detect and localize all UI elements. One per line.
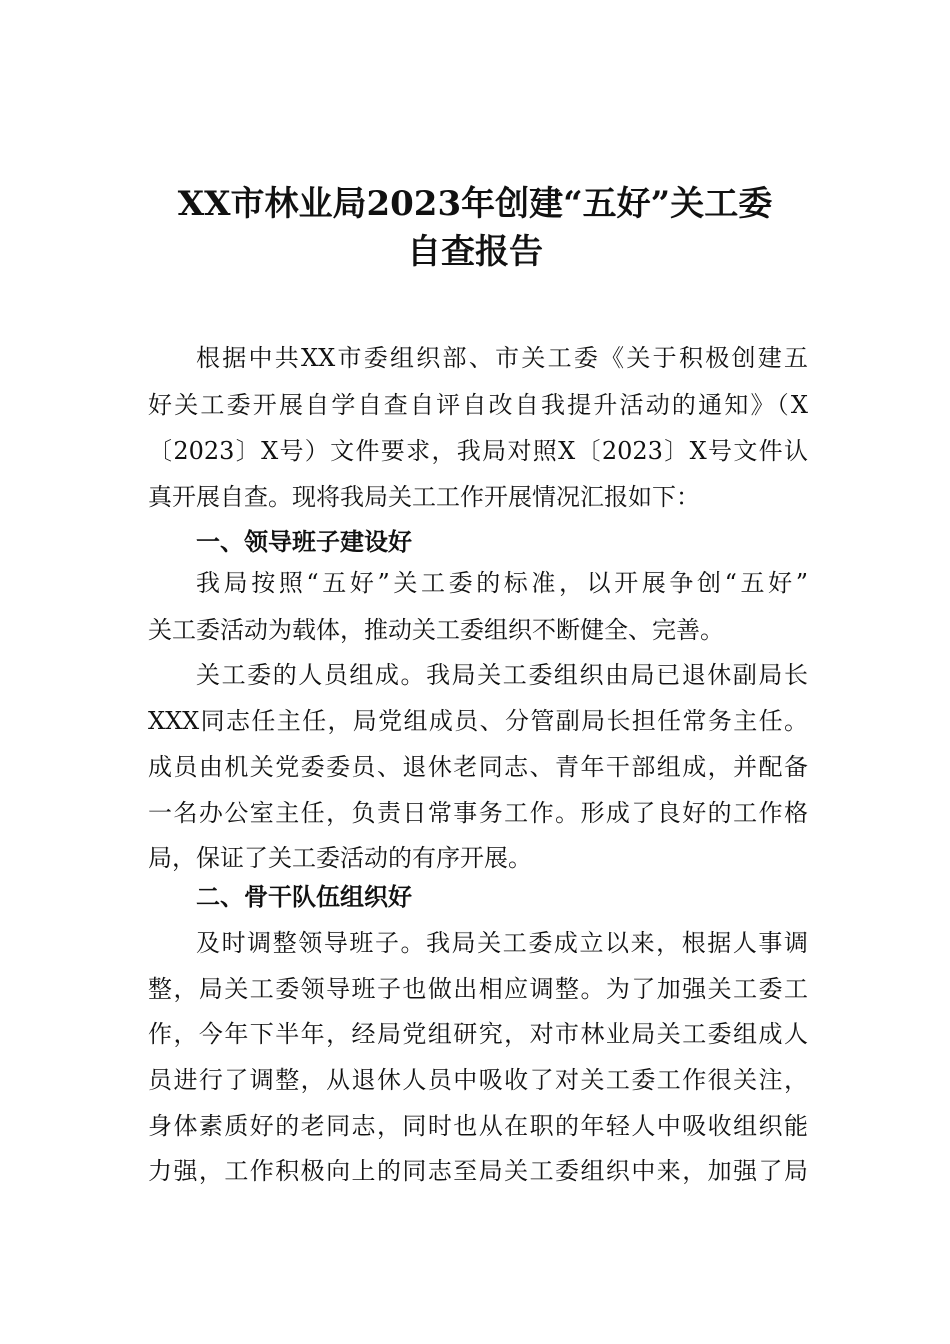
section-2-para-1-line-5: 身体素质好的老同志，同时也从在职的年轻人中吸收组织能 [148,1112,808,1140]
intro-line-3: 〔2023〕X号）文件要求，我局对照X〔2023〕X号文件认 [148,437,808,465]
section-1-para-2-line-3: 成员由机关党委委员、退休老同志、青年干部组成，并配备 [148,753,808,781]
section-1-para-2-line-5: 局，保证了关工委活动的有序开展。 [148,844,532,872]
intro-line-1: 根据中共XX市委组织部、市关工委《关于积极创建五 [196,344,808,372]
section-2-para-1-line-6: 力强，工作积极向上的同志至局关工委组织中来，加强了局 [148,1157,808,1185]
section-2-heading: 二、骨干队伍组织好 [196,883,412,911]
section-1-para-1-line-2: 关工委活动为载体，推动关工委组织不断健全、完善。 [148,616,724,644]
section-1-para-2-line-4: 一名办公室主任，负责日常事务工作。形成了良好的工作格 [148,799,808,827]
section-1-heading: 一、领导班子建设好 [196,528,412,556]
section-1-para-2-line-2: XXX同志任主任，局党组成员、分管副局长担任常务主任。 [148,707,808,735]
document-title-line-1: XX市林业局2023年创建“五好”关工委 [177,184,773,224]
section-2-para-1-line-4: 员进行了调整，从退休人员中吸收了对关工委工作很关注， [148,1066,808,1094]
intro-line-4: 真开展自查。现将我局关工工作开展情况汇报如下： [148,483,700,511]
section-2-para-1-line-2: 整，局关工委领导班子也做出相应调整。为了加强关工委工 [148,975,808,1003]
intro-line-2: 好关工委开展自学自查自评自改自我提升活动的通知》（X [148,391,808,419]
section-1-para-2-line-1: 关工委的人员组成。我局关工委组织由局已退休副局长 [196,661,808,689]
section-2-para-1-line-1: 及时调整领导班子。我局关工委成立以来，根据人事调 [196,929,808,957]
section-1-para-1-line-1: 我局按照“五好”关工委的标准，以开展争创“五好” [196,569,808,597]
section-2-para-1-line-3: 作，今年下半年，经局党组研究，对市林业局关工委组成人 [148,1020,808,1048]
document-title-line-2: 自查报告 [407,232,543,272]
